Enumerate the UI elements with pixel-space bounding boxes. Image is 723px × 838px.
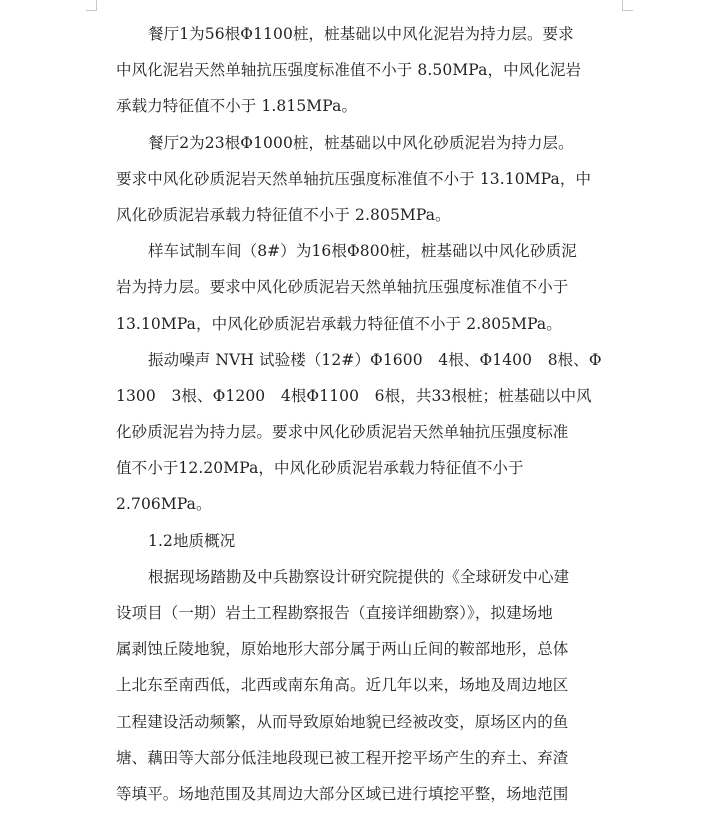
text-line: 13.10MPa，中风化砂质泥岩承载力特征值不小于 2.805MPa。	[116, 314, 562, 333]
text-line: 属剥蚀丘陵地貌，原始地形大部分属于两山丘间的鞍部地形，总体	[116, 640, 569, 659]
text-line: 振动噪声 NVH 试验楼（12#）Φ1600 4根、Φ1400 8根、Φ	[148, 350, 602, 369]
text-line: 塘、藕田等大部分低洼地段现已被工程开挖平场产生的弃土、弃渣	[116, 748, 569, 767]
text-line: 中风化泥岩天然单轴抗压强度标准值不小于 8.50MPa，中风化泥岩	[116, 61, 582, 80]
text-line: 化砂质泥岩为持力层。要求中风化砂质泥岩天然单轴抗压强度标准	[116, 423, 569, 442]
document-body-text	[116, 16, 612, 812]
text-line: 根据现场踏勘及中兵勘察设计研究院提供的《全球研发中心建	[148, 567, 570, 586]
text-line: 餐厅1为56根Φ1100桩，桩基础以中风化泥岩为持力层。要求	[148, 25, 574, 43]
text-line: 上北东至南西低，北西或南东角高。近几年以来，场地及周边地区	[116, 676, 569, 695]
crop-mark-right-vertical	[622, 0, 623, 10]
text-line: 等填平。场地范围及其周边大部分区域已进行填挖平整，场地范围	[116, 784, 569, 803]
text-line: 样车试制车间（8#）为16根Φ800桩，桩基础以中风化砂质泥	[148, 242, 577, 261]
text-line: 1300 3根、Φ1200 4根Φ1100 6根，共33根桩；桩基础以中风	[116, 386, 592, 405]
text-line: 餐厅2为23根Φ1000桩，桩基础以中风化砂质泥岩为持力层。	[148, 133, 574, 152]
text-line: 值不小于12.20MPa，中风化砂质泥岩承载力特征值不小于	[116, 459, 524, 478]
section-heading: 1.2地质概况	[148, 531, 236, 550]
text-line: 2.706MPa。	[116, 495, 212, 514]
crop-mark-right-horizontal	[622, 10, 633, 11]
crop-mark-left-horizontal	[86, 10, 97, 11]
text-line: 设项目（一期）岩土工程勘察报告（直接详细勘察）》，拟建场地	[116, 604, 553, 622]
text-line: 风化砂质泥岩承载力特征值不小于 2.805MPa。	[116, 205, 451, 224]
text-line: 工程建设活动频繁，从而导致原始地貌已经被改变，原场区内的鱼	[116, 712, 569, 731]
text-line: 要求中风化砂质泥岩天然单轴抗压强度标准值不小于 13.10MPa，中	[116, 169, 592, 188]
text-line: 承载力特征值不小于 1.815MPa。	[116, 97, 358, 116]
crop-mark-left-vertical	[96, 0, 97, 10]
text-line: 岩为持力层。要求中风化砂质泥岩天然单轴抗压强度标准值不小于	[116, 278, 569, 297]
